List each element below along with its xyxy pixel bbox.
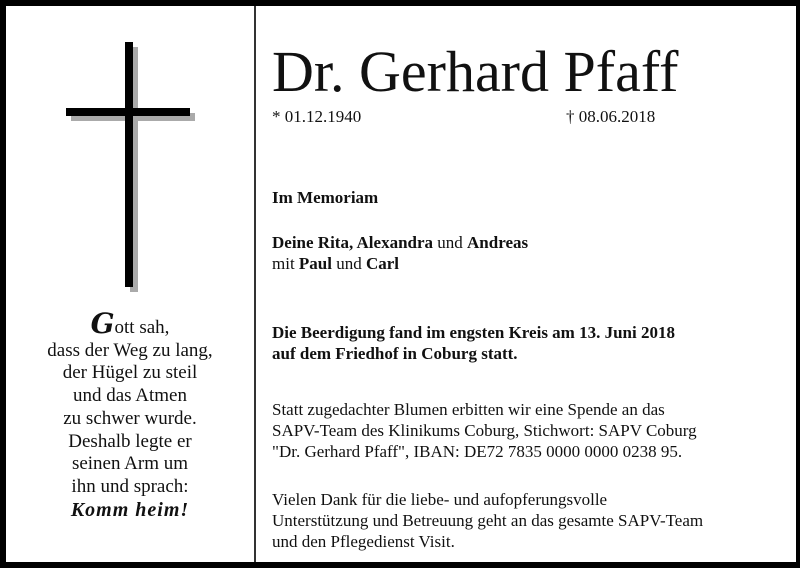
memoriam-text: Im Memoriam: [272, 188, 379, 207]
thanks-line: Vielen Dank für die liebe- und aufopferungsvolle: [272, 490, 608, 509]
poem-line: und das Atmen: [73, 385, 187, 407]
poem-first: ott sah,: [114, 317, 170, 338]
funeral-line: auf dem Friedhof in Coburg statt.: [272, 344, 518, 363]
donation-line: Statt zugedachter Blumen erbitten wir eine Spende an das: [272, 400, 665, 419]
poem-line: dass der Weg zu lang,: [47, 339, 213, 361]
funeral-notice: [272, 322, 675, 364]
poem-initial: G: [90, 307, 115, 340]
conjunction: und: [331, 254, 366, 273]
poem-line: zu schwer wurde.: [63, 407, 197, 429]
poem-line: der Hügel zu steil: [62, 362, 198, 384]
conjunction: und: [433, 233, 468, 252]
poem-closing: Komm heim!: [70, 498, 190, 521]
column-divider: [254, 6, 256, 562]
memoriam-heading: [272, 187, 378, 208]
family-name: Carl: [365, 254, 400, 273]
family-names: Deine Rita, Alexandra: [272, 233, 434, 252]
poem: [6, 307, 254, 521]
deceased-name: Dr. Gerhard Pfaff: [272, 39, 679, 104]
birth-date: * 01.12.1940: [272, 107, 362, 126]
death-date: † 08.06.2018: [566, 107, 656, 126]
poem-line: ihn und sprach:: [71, 475, 189, 497]
family-name: Andreas: [467, 233, 529, 252]
thanks-line: Unterstützung und Betreuung geht an das gesamte SAPV-Team: [272, 511, 704, 530]
donation-notice: [272, 399, 697, 462]
poem-line: [6, 307, 254, 340]
thanks-line: und den Pflegedienst Visit.: [272, 532, 455, 551]
donation-line: SAPV-Team des Klinikums Coburg, Stichwort: SAPV Coburg: [272, 421, 697, 440]
poem-line: Deshalb legte er: [68, 430, 192, 452]
conjunction: mit: [272, 254, 299, 273]
poem-line: seinen Arm um: [71, 453, 189, 475]
thanks-notice: [272, 489, 703, 552]
funeral-line: Die Beerdigung fand im engsten Kreis am 13. Juni 2018: [272, 323, 675, 342]
donation-line: "Dr. Gerhard Pfaff", IBAN: DE72 7835 0000 0000 0238 95.: [272, 442, 683, 461]
family-signature: [272, 232, 528, 274]
family-name: Paul: [298, 254, 332, 273]
